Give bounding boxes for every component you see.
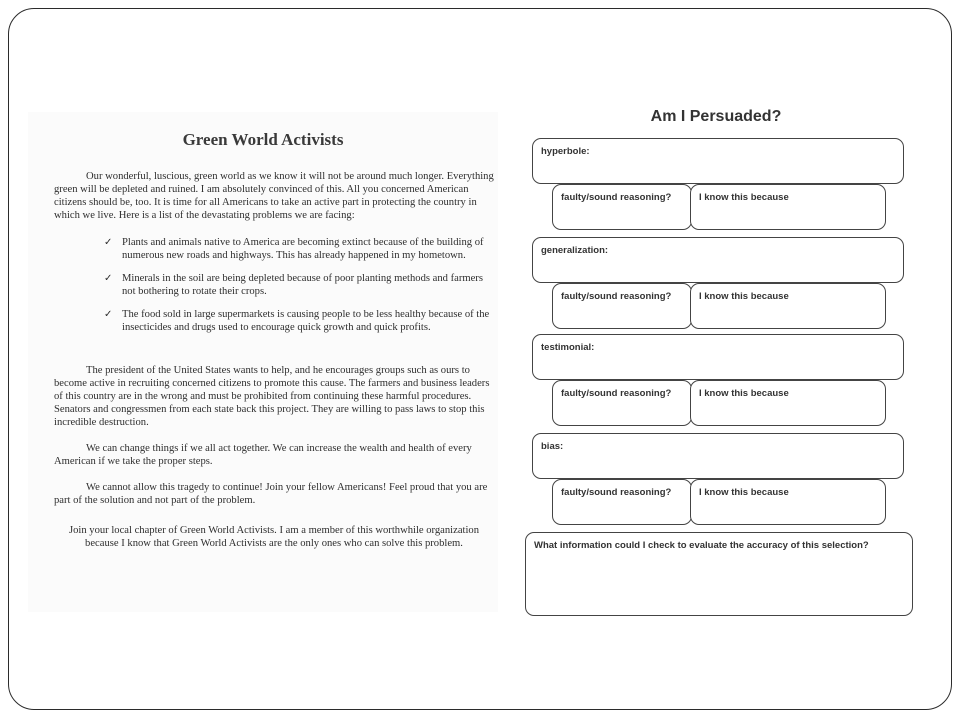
generalization-box[interactable]: [532, 237, 904, 283]
box-label: I know this because: [699, 291, 789, 302]
box-label: What information could I check to evaluate the accuracy of this selection?: [534, 540, 869, 551]
article-allow-paragraph: We cannot allow this tragedy to continue! Join your fellow Americans! Feel proud that you are part of the solution and not part of the problem.: [54, 482, 488, 506]
article-title: Green World Activists: [182, 130, 344, 149]
box-label: generalization:: [541, 245, 609, 256]
hyperbole-reasoning-box[interactable]: [552, 184, 692, 230]
box-label: faulty/sound reasoning?: [561, 487, 672, 498]
checkmark-icon: ✓: [104, 273, 113, 284]
list-item: [104, 308, 496, 334]
article-intro: Our wonderful, luscious, green world as we know it will not be around much longer. Everything green will be depleted and ruined. I am absolutely convinced of this. All you concerned American citizens should be, too. It is time for all Americans to take an active part in protecting the country in which we live. Here is a list of the devastating problems we are facing:: [54, 171, 494, 221]
hyperbole-because-box[interactable]: [690, 184, 886, 230]
box-label: faulty/sound reasoning?: [561, 388, 672, 399]
bias-because-box[interactable]: [690, 479, 886, 525]
list-item: [104, 236, 496, 262]
testimonial-box[interactable]: [532, 334, 904, 380]
list-item-text: The food sold in large supermarkets is causing people to be less healthy because of the insecticides and drugs used to encourage quick growth and quick profits.: [122, 309, 490, 333]
list-item: [104, 272, 496, 298]
problem-list: [104, 236, 496, 344]
article-scan: [28, 112, 498, 612]
box-label: testimonial:: [541, 342, 595, 353]
list-item-text: Minerals in the soil are being depleted because of poor planting methods and farmers not bothering to rotate their crops.: [122, 273, 483, 297]
testimonial-reasoning-box[interactable]: [552, 380, 692, 426]
bias-box[interactable]: [532, 433, 904, 479]
article-join-paragraph: Join your local chapter of Green World Activists. I am a member of this worthwhile organization because I know that Green World Activists are the only ones who can solve this problem.: [68, 525, 480, 549]
box-label: I know this because: [699, 487, 789, 498]
generalization-reasoning-box[interactable]: [552, 283, 692, 329]
box-label: hyperbole:: [541, 146, 590, 157]
checkmark-icon: ✓: [104, 309, 113, 320]
worksheet-title: Am I Persuaded?: [650, 108, 782, 125]
checkmark-icon: ✓: [104, 237, 113, 248]
box-label: faulty/sound reasoning?: [561, 291, 672, 302]
box-label: bias:: [541, 441, 564, 452]
article-president-paragraph: The president of the United States wants to help, and he encourages groups such as ours to become active in recruiting concerned citizens to promote this cause. The farmers and business leaders of this country are in the wrong and must be prohibited from continuing these harmful procedures. Senators and congressmen from each state back this project. They are willing to pass laws to stop this incredible destruction.: [54, 365, 490, 428]
list-item-text: Plants and animals native to America are becoming extinct because of the building of numerous new roads and highways. This has already happened in my hometown.: [122, 237, 484, 261]
worksheet: [506, 100, 926, 620]
bias-reasoning-box[interactable]: [552, 479, 692, 525]
generalization-because-box[interactable]: [690, 283, 886, 329]
hyperbole-box[interactable]: [532, 138, 904, 184]
box-label: faulty/sound reasoning?: [561, 192, 672, 203]
box-label: I know this because: [699, 192, 789, 203]
testimonial-because-box[interactable]: [690, 380, 886, 426]
box-label: I know this because: [699, 388, 789, 399]
accuracy-question-box[interactable]: [525, 532, 913, 616]
article-change-paragraph: We can change things if we all act together. We can increase the wealth and health of every American if we take the proper steps.: [54, 443, 472, 467]
